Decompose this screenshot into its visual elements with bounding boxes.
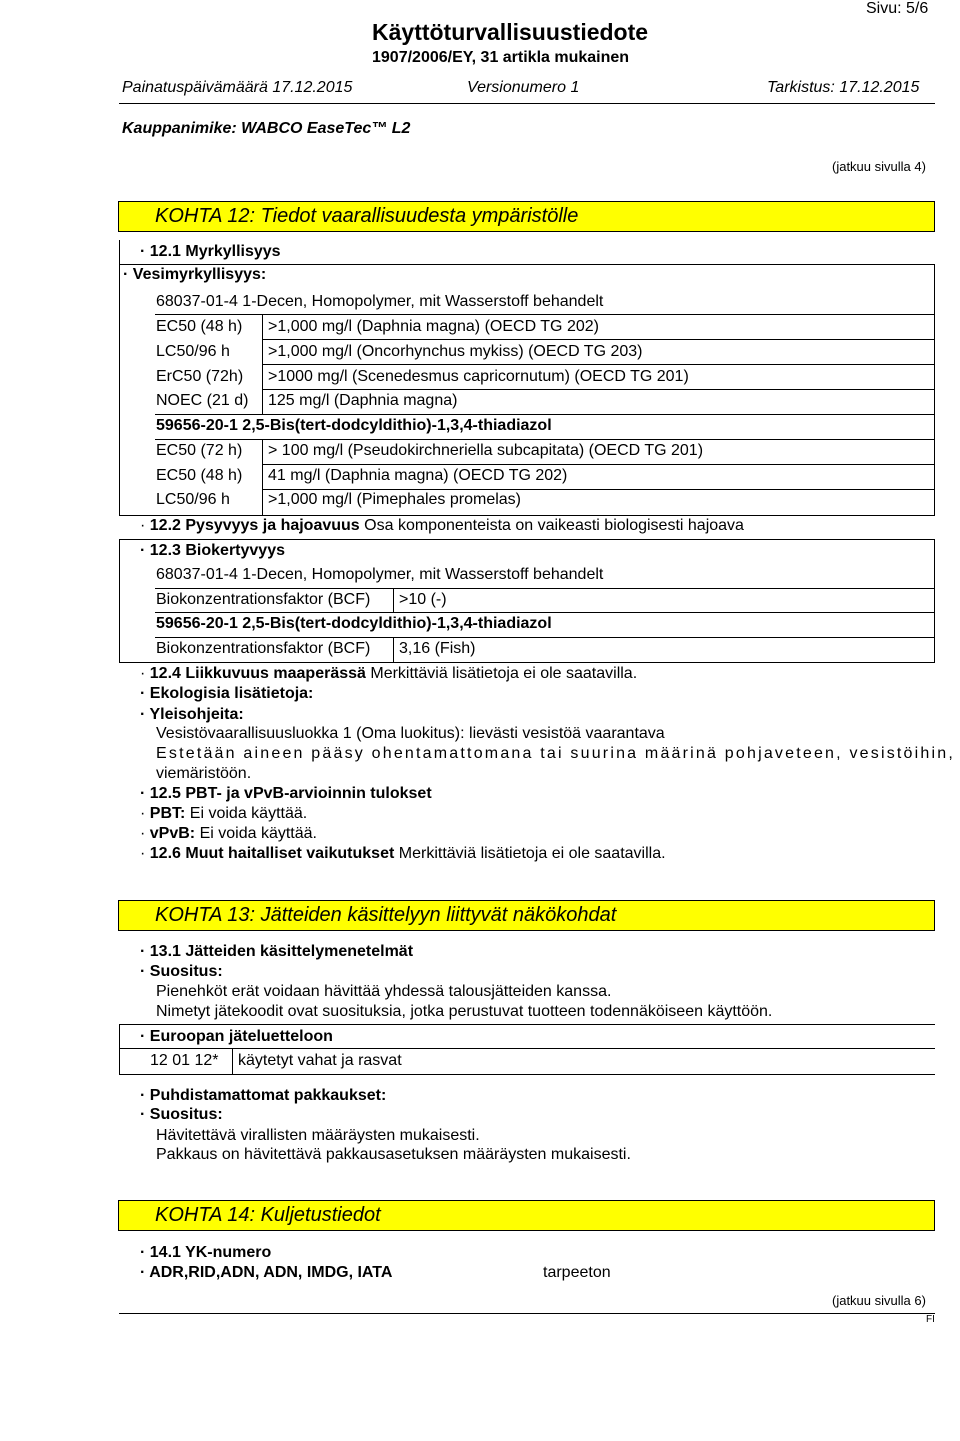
- sub2-row-line: [262, 464, 935, 465]
- sub1-key-0: EC50 (48 h): [156, 318, 243, 335]
- ewc-header-line: [119, 1048, 935, 1049]
- sub1-table-top: [155, 314, 935, 315]
- section-12-1-divider: [119, 515, 935, 516]
- page-number: Sivu: 5/6: [866, 0, 929, 17]
- ewc-divider: [232, 1048, 233, 1074]
- section-12-heading: KOHTA 12: Tiedot vaarallisuudesta ympäristölle: [118, 201, 935, 232]
- un-number-heading: · 14.1 YK-numero: [140, 1244, 272, 1261]
- sub2-table-top: [155, 439, 935, 440]
- continued-on: (jatkuu sivulla 6): [832, 1293, 926, 1308]
- document-subtitle: 1907/2006/EY, 31 artikla mukainen: [372, 49, 630, 66]
- bio1-key: Biokonzentrationsfaktor (BCF): [156, 591, 371, 608]
- eco-info-label: · Ekologisia lisätietoja:: [140, 685, 314, 702]
- transport-modes-value: tarpeeton: [543, 1264, 611, 1281]
- ewc-code: 12 01 12*: [150, 1052, 219, 1069]
- sub2-val-0: > 100 mg/l (Pseudokirchneriella subcapitata) (OECD TG 201): [268, 442, 704, 459]
- recommendation-2-label: · Suositus:: [140, 1106, 223, 1123]
- persistence-divider: [119, 539, 935, 540]
- trade-name: Kauppanimike: WABCO EaseTec™ L2: [122, 120, 411, 137]
- ewc-left-border: [119, 1024, 120, 1074]
- bioaccumulation-heading: · 12.3 Biokertyvyys: [140, 542, 285, 559]
- ewc-bottom-border: [119, 1074, 935, 1075]
- revision-date: Tarkistus: 17.12.2015: [767, 79, 920, 96]
- print-date: Painatuspäivämäärä 17.12.2015: [122, 79, 353, 96]
- footer-divider: [119, 1313, 935, 1314]
- continued-from: (jatkuu sivulla 4): [832, 159, 926, 174]
- version-number: Versionumero 1: [467, 79, 580, 96]
- aquatic-toxicity-label: · Vesimyrkyllisyys:: [123, 266, 267, 283]
- recommendation-2-line-2: Pakkaus on hävitettävä pakkausasetuksen määräysten mukaisesti.: [156, 1146, 631, 1163]
- recommendation-line-2: Nimetyt jätekoodit ovat suosituksia, jotka perustuvat tuotteen todennäköiseen käyttöön.: [156, 1003, 773, 1020]
- sub1-key-2: ErC50 (72h): [156, 368, 244, 385]
- bio-divider: [119, 662, 935, 663]
- sub1-val-2: >1000 mg/l (Scenedesmus capricornutum) (OECD TG 201): [268, 368, 689, 385]
- bio1-table-bottom: [155, 612, 935, 613]
- other-effects-line: · 12.6 Muut haitalliset vaikutukset Merkittäviä lisätietoja ei ole saatavilla.: [140, 845, 666, 862]
- general-notes-label: · Yleisohjeita:: [140, 706, 244, 723]
- sub1-key-1: LC50/96 h: [156, 343, 230, 360]
- bio-bracket: [119, 539, 120, 663]
- section-13-heading: KOHTA 13: Jätteiden käsittelyyn liittyvät näkökohdat: [118, 900, 935, 931]
- recommendation-label: · Suositus:: [140, 963, 223, 980]
- sub1-val-3: 125 mg/l (Daphnia magna): [268, 392, 458, 409]
- bio-substance-1-name: 68037-01-4 1-Decen, Homopolymer, mit Wasserstoff behandelt: [156, 566, 604, 583]
- pbt-heading: · 12.5 PBT- ja vPvB-arvioinnin tulokset: [140, 785, 432, 802]
- toxicity-heading: · 12.1 Myrkyllisyys: [140, 243, 281, 260]
- sub1-row-line: [262, 389, 935, 390]
- uncleaned-packaging-label: · Puhdistamattomat pakkaukset:: [140, 1087, 387, 1104]
- sub2-row-line: [262, 489, 935, 490]
- bio2-table-top: [155, 637, 935, 638]
- sub1-row-line: [262, 339, 935, 340]
- bio2-value: 3,16 (Fish): [399, 640, 476, 657]
- substance-1-name: 68037-01-4 1-Decen, Homopolymer, mit Wasserstoff behandelt: [156, 293, 604, 310]
- sub1-val-1: >1,000 mg/l (Oncorhynchus mykiss) (OECD TG 203): [268, 343, 643, 360]
- mobility-line: · 12.4 Liikkuvuus maaperässä Merkittäviä lisätietoja ei ole saatavilla.: [140, 665, 638, 682]
- header-divider: [119, 103, 935, 104]
- sub2-table-divider: [262, 439, 263, 515]
- sub2-key-1: EC50 (48 h): [156, 467, 243, 484]
- prevent-entry-text-2: viemäristöön.: [156, 765, 252, 782]
- bio2-key: Biokonzentrationsfaktor (BCF): [156, 640, 371, 657]
- bio1-table-top: [155, 588, 935, 589]
- ewc-top-border: [119, 1024, 935, 1025]
- prevent-entry-text: Estetään aineen pääsy ohentamattomana tai suurina määrinä pohjaveteen, vesistöihin,: [156, 745, 955, 762]
- section-14-heading: KOHTA 14: Kuljetustiedot: [118, 1200, 935, 1231]
- ewc-label: · Euroopan jäteluetteloon: [140, 1028, 333, 1045]
- language-code: FI: [926, 1314, 935, 1325]
- transport-modes-label: · ADR,RID,ADN, ADN, IMDG, IATA: [140, 1264, 393, 1281]
- sub2-key-0: EC50 (72 h): [156, 442, 243, 459]
- persistence-line: · 12.2 Pysyvyys ja hajoavuus Osa komponenteista on vaikeasti biologisesti hajoava: [140, 517, 744, 534]
- aquatic-top-border: [119, 264, 935, 265]
- waste-methods-heading: · 13.1 Jätteiden käsittelymenetelmät: [140, 943, 414, 960]
- water-hazard-class: Vesistövaarallisuusluokka 1 (Oma luokitus): lievästi vesistöä vaarantava: [156, 725, 665, 742]
- recommendation-2-line-1: Hävitettävä virallisten määräysten mukaisesti.: [156, 1127, 480, 1144]
- pbt-line: · PBT: Ei voida käyttää.: [140, 805, 308, 822]
- sub1-table-bottom: [155, 414, 935, 415]
- document-title: Käyttöturvallisuustiedote: [372, 19, 649, 45]
- recommendation-line-1: Pienehköt erät voidaan hävittää yhdessä talousjätteiden kanssa.: [156, 983, 612, 1000]
- sub1-key-3: NOEC (21 d): [156, 392, 249, 409]
- bio-right-border: [934, 539, 935, 663]
- sub1-row-line: [262, 364, 935, 365]
- sub2-key-2: LC50/96 h: [156, 491, 230, 508]
- bio1-value: >10 (-): [399, 591, 447, 608]
- sub2-val-1: 41 mg/l (Daphnia magna) (OECD TG 202): [268, 467, 568, 484]
- ewc-description: käytetyt vahat ja rasvat: [238, 1052, 402, 1069]
- section-12-1-bracket: [119, 240, 120, 515]
- bio1-divider: [393, 588, 394, 612]
- sub1-val-0: >1,000 mg/l (Daphnia magna) (OECD TG 202): [268, 318, 599, 335]
- substance-2-name: 59656-20-1 2,5-Bis(tert-dodcyldithio)-1,3,4-thiadiazol: [156, 417, 552, 434]
- sub2-val-2: >1,000 mg/l (Pimephales promelas): [268, 491, 522, 508]
- bio2-divider: [393, 637, 394, 662]
- bio-substance-2-name: 59656-20-1 2,5-Bis(tert-dodcyldithio)-1,3,4-thiadiazol: [156, 615, 552, 632]
- vpvb-line: · vPvB: Ei voida käyttää.: [140, 825, 317, 842]
